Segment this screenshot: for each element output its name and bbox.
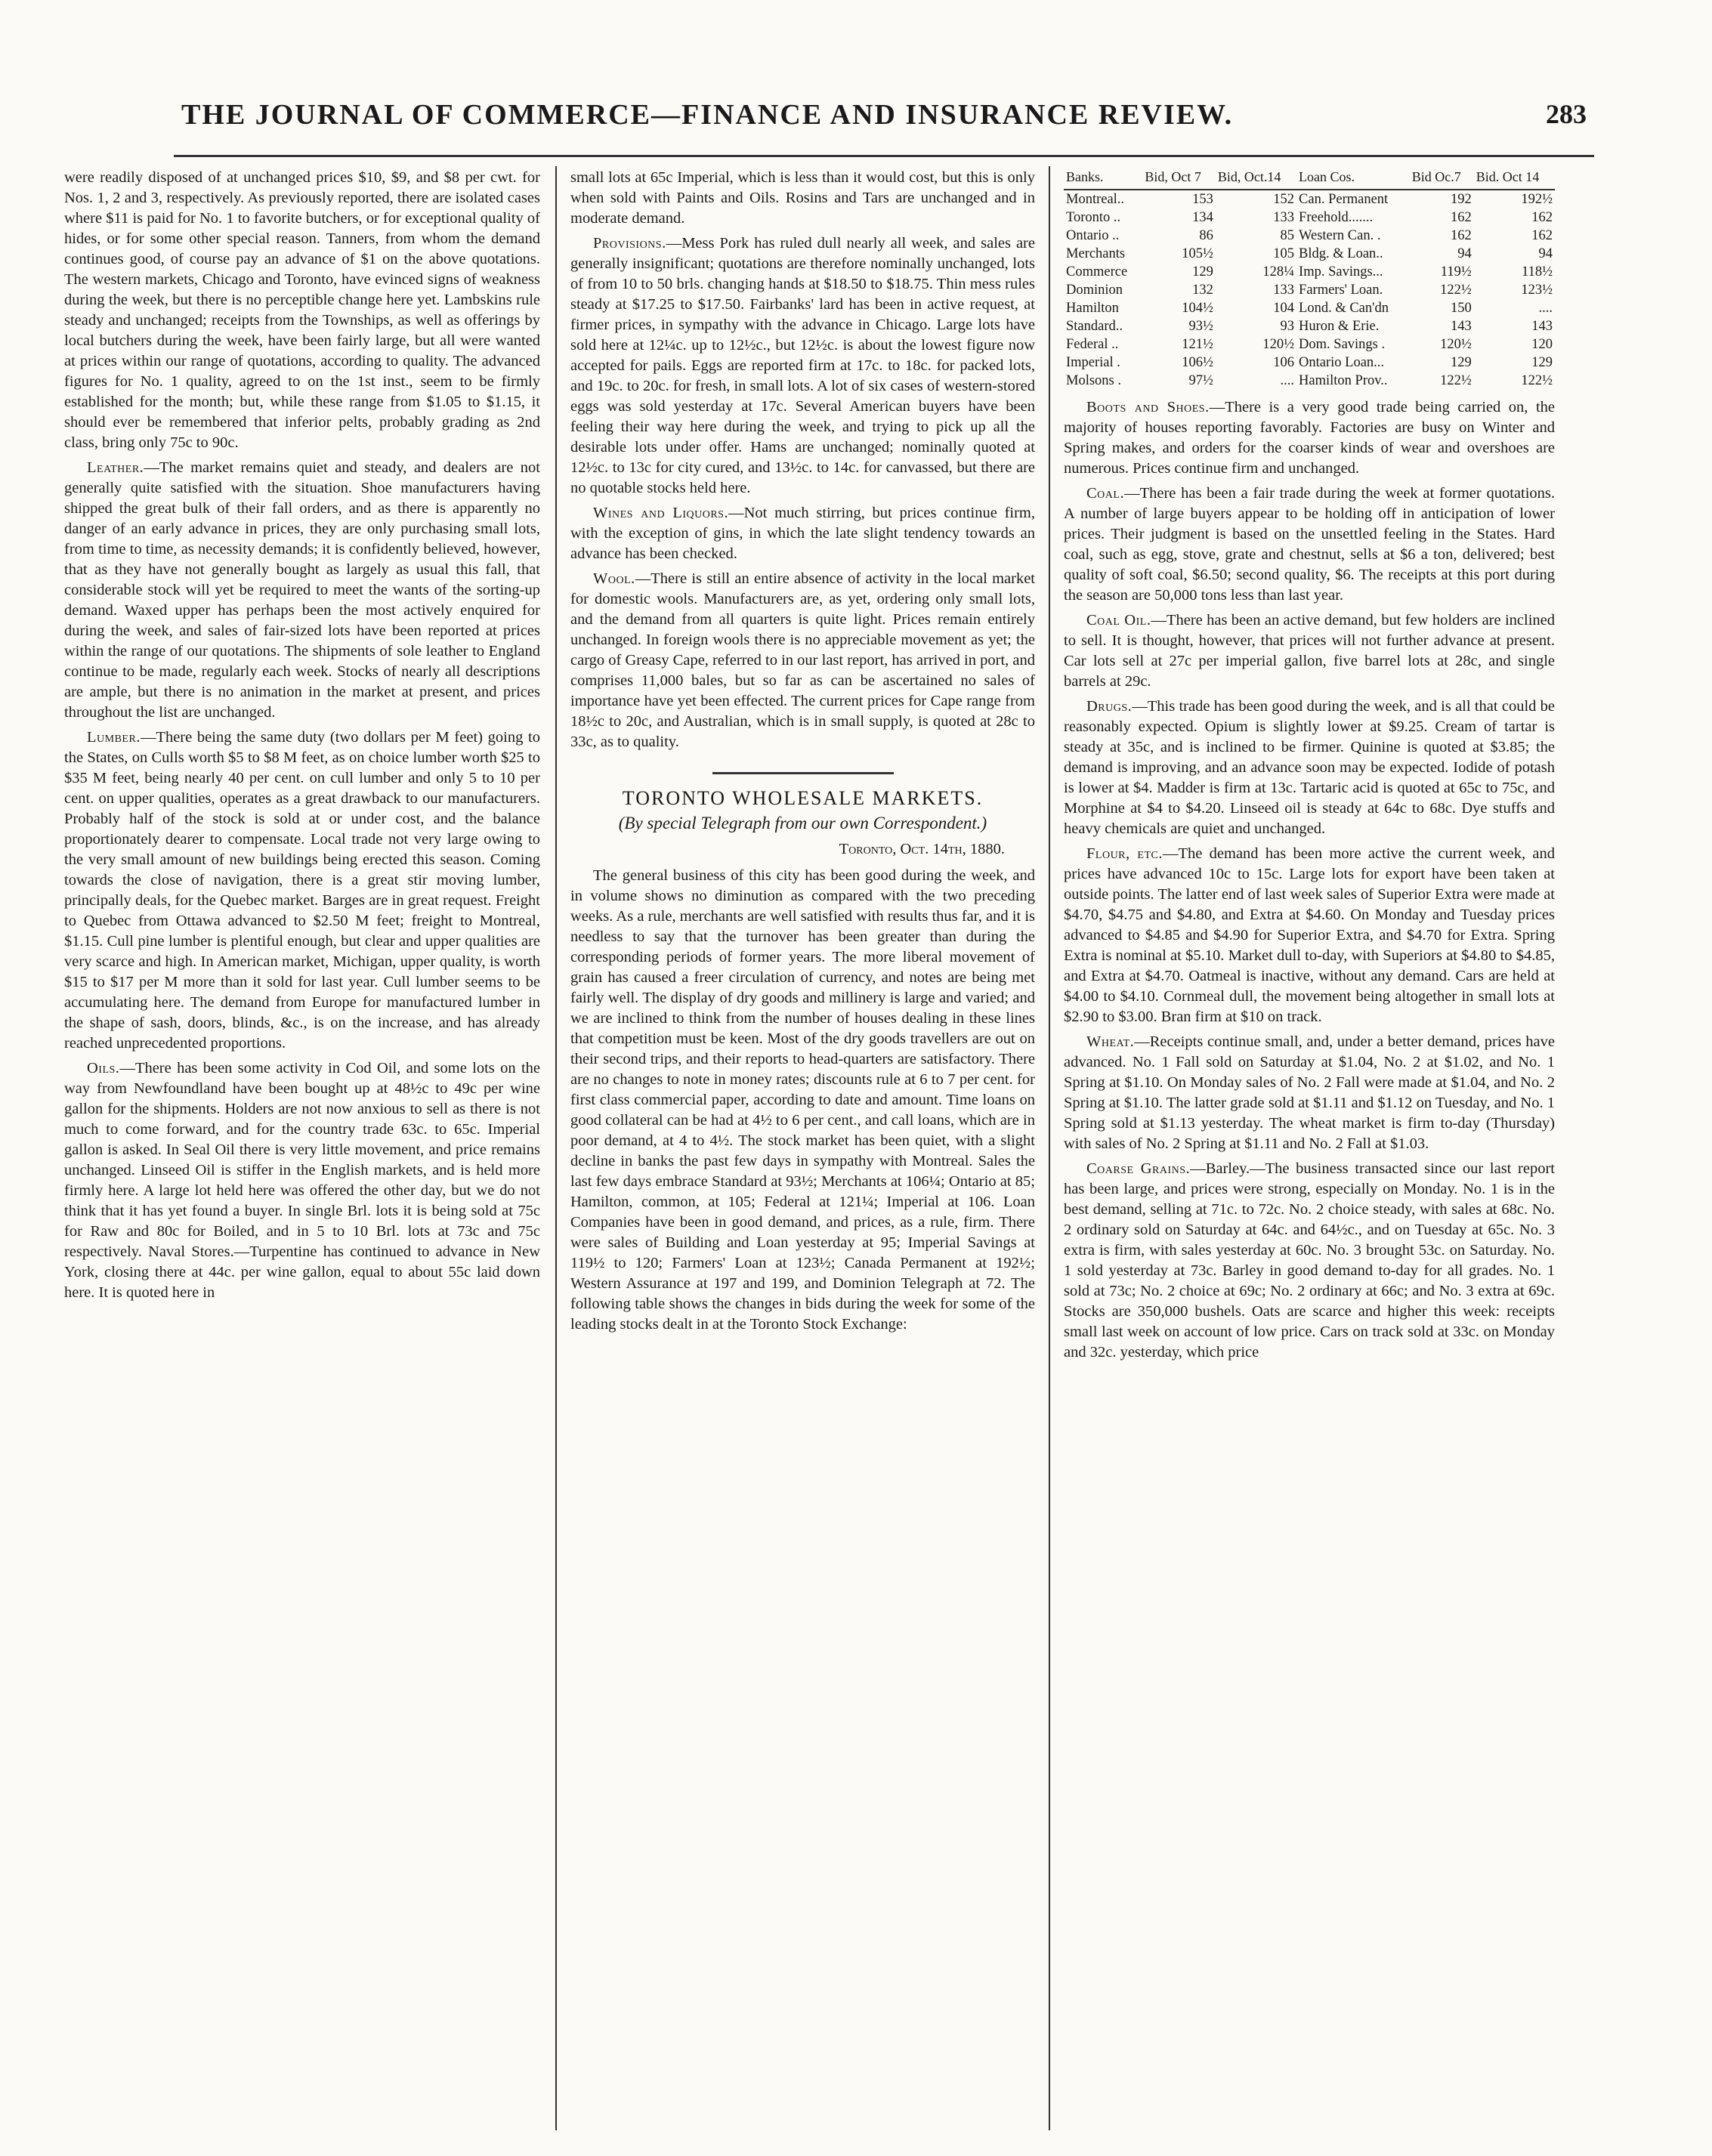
- provisions-paragraph: Provisions.—Mess Pork has ruled dull nearly all week, and sales are generally insignificant; quotations are therefore nominally unchanged, lots of from 10 to 50 brls. changing hands at $18.50 to $18.75. Thin mess rules steady at $17.25 to $17.50. Fairbanks' lard has been in active request, at firmer prices, in sympathy with the advance in Chicago. Large lots have sold here at 12¼c. up to 12½c., but 12½c. is about the lowest figure now accepted for pails. Eggs are reported firm at 17c. to 18c. for packed lots, and 19c. to 20c. for fresh, in small lots. A lot of six cases of western-stored eggs was sold yesterday at 17c. Several American buyers have been feeling their way here during the week, and trying to pick up all the desirable lots under offer. Hams are unchanged; nominally quoted at 12½c. to 13c for city cured, and 13½c. to 14c. for canvassed, but there are no quotable stocks held here.: [570, 235, 1035, 496]
- table-header: Loan Cos.: [1296, 168, 1410, 190]
- column-divider-1: [555, 166, 557, 2130]
- table-cell: Huron & Erie.: [1299, 319, 1380, 334]
- table-cell: 106½: [1182, 355, 1213, 370]
- table-header: Bid, Oct 7: [1142, 168, 1215, 190]
- coal-oil-paragraph: Coal Oil.—There has been an active demand, but few holders are inclined to sell. It is thought, however, that prices will not further advance at present. Car lots sell at 27c per imperial gallon, five barrel lots at 28c, and single barrels at 29c.: [1064, 612, 1555, 690]
- oils-continuation: small lots at 65c Imperial, which is less than it would cost, but this is only when sold with Paints and Oils. Rosins and Tars are unchanged and in moderate demand.: [570, 169, 1035, 227]
- table-cell: Ontario Loan...: [1299, 355, 1385, 370]
- table-cell: 93: [1280, 319, 1295, 334]
- page-header: [181, 98, 1587, 144]
- table-cell: Dom. Savings .: [1299, 337, 1386, 352]
- table-cell: 105½: [1182, 246, 1213, 261]
- table-cell: 129: [1531, 355, 1553, 370]
- table-cell: ....: [1280, 373, 1295, 388]
- flour-paragraph: Flour, etc.—The demand has been more active the current week, and prices have advanced 10c to 15c. Large lots for export have been taken at outside points. The latter end of last week sales of Superior Extra were made at $4.70, $4.75 and $4.80, and Extra at $4.60. On Monday and Tuesday prices advanced to $4.85 and $4.90 for Superior Extra, and $4.70 for Extra. Spring Extra is nominal at $5.10. Market dull to-day, with Superiors at $4.80 to $4.85, and Extra at $4.70. Oatmeal is inactive, without any demand. Cars are held at $4.00 to $4.10. Cornmeal dull, the movement being altogether in small lots at $2.90 to $3.00. Bran firm at $10 on track.: [1064, 845, 1555, 1025]
- wool-paragraph: Wool.—There is still an entire absence of activity in the local market for domestic wools. Manufacturers are, as yet, ordering only small lots, and the demand from all quarters is quite light. Prices remain entirely unchanged. In foreign wools there is no appreciable movement as yet; the cargo of Greasy Cape, referred to in our last report, has arrived in port, and comprises 11,000 bales, but so far as can be ascertained no sales of importance have yet been effected. The current prices for Cape range from 18½c to 20c, and Australian, which is in small supply, is quoted at 28c to 33c, as to quality.: [570, 570, 1035, 750]
- table-cell: 192½: [1521, 192, 1553, 207]
- table-row: [1064, 227, 1555, 245]
- table-row: [1064, 263, 1555, 281]
- table-cell: 133: [1273, 210, 1295, 225]
- table-cell: 120: [1531, 337, 1553, 352]
- table-header: Banks.: [1064, 168, 1142, 190]
- table-cell: 118½: [1522, 264, 1553, 280]
- table-cell: 122½: [1440, 283, 1472, 298]
- table-header: Bid Oc.7: [1410, 168, 1474, 190]
- wool-heading: Wool.: [593, 570, 635, 587]
- column-3: [1064, 168, 1555, 2132]
- table-cell: Dominion: [1066, 283, 1123, 298]
- wheat-heading: Wheat.: [1086, 1033, 1135, 1050]
- table-cell: Merchants: [1066, 246, 1126, 261]
- provisions-heading: Provisions.: [593, 235, 666, 252]
- table-cell: 97½: [1188, 373, 1213, 388]
- table-row: [1064, 299, 1555, 317]
- table-cell: 85: [1280, 228, 1295, 243]
- table-cell: Freehold.......: [1299, 210, 1374, 225]
- table-cell: Molsons .: [1066, 373, 1121, 388]
- section-subtitle: (By special Telegraph from our own Correspondent.): [618, 814, 987, 832]
- table-cell: ....: [1538, 301, 1553, 316]
- table-cell: 120½: [1262, 337, 1295, 352]
- column-1: [64, 168, 540, 2132]
- wines-heading: Wines and Liquors.: [593, 505, 729, 521]
- table-row: [1064, 245, 1555, 263]
- table-cell: 143: [1531, 319, 1553, 334]
- table-cell: Farmers' Loan.: [1299, 283, 1383, 298]
- table-cell: 129: [1451, 355, 1472, 370]
- header-rule: [174, 155, 1594, 157]
- table-cell: Standard..: [1066, 319, 1123, 334]
- coal-oil-heading: Coal Oil.: [1086, 612, 1151, 629]
- drugs-heading: Drugs.: [1086, 698, 1133, 715]
- table-cell: 94: [1457, 246, 1472, 261]
- table-cell: 86: [1199, 228, 1213, 243]
- leather-heading: Leather.: [87, 459, 144, 476]
- table-cell: Imperial .: [1066, 355, 1120, 370]
- hides-continuation: were readily disposed of at unchanged prices $10, $9, and $8 per cwt. for Nos. 1, 2 and 3, respectively. As previously reported, there are isolated cases where $11 is paid for No. 1 to favorite butchers, or for exceptional quality of hides, or for some other special reason. Tanners, from whom the demand continues good, of course pay an advance of $1 on the above quotations. The western markets, Chicago and Toronto, have evinced signs of weakness during the week, but there is no perceptible change here yet. Lambskins rule steady and unchanged; receipts from the Townships, as well as offerings by local butchers during the week, have been fairly large, but all were wanted at prices within our range of quotations, according to quality. The advanced figures for No. 1 quality, agreed to on the 1st inst., seem to be firmly established for the month; but, while these range from $1.05 to $1.15, it should ever be remembered that inferior pelts, probably grading as 2nd class, bring only 75c to 90c.: [64, 169, 540, 451]
- table-row: [1064, 354, 1555, 372]
- table-cell: 143: [1451, 319, 1472, 334]
- section-divider: [712, 772, 894, 774]
- table-cell: 104½: [1182, 301, 1213, 316]
- coarse-grains-paragraph: Coarse Grains.—Barley.—The business transacted since our last report has been large, and prices were strong, especially on Monday. No. 1 is in the best demand, selling at 71c. to 72c. No. 2 choice steady, with sales at 68c. No. 2 ordinary sold on Saturday at 64c. and 64½c., and on Tuesday at 65c. No. 3 extra is firm, with sales yesterday at 60c. No. 3 brought 53c. on Saturday. No. 1 sold yesterday at 73c. Barley in good demand to-day for all grades. No. 1 sold at 73c; No. 2 choice at 69c; No. 2 ordinary at 66c; and No. 3 extra at 69c. Stocks are 350,000 bushels. Oats are scarce and higher this week: receipts small last week on account of low price. Cars on track sold at 33c. on Monday and 32c. yesterday, which price: [1064, 1160, 1555, 1361]
- wines-paragraph: Wines and Liquors.—Not much stirring, but prices continue firm, with the exception of gins, in which the late slight tendency towards an advance has been checked.: [570, 505, 1035, 562]
- table-cell: 122½: [1440, 373, 1472, 388]
- table-cell: 162: [1531, 210, 1553, 225]
- coal-heading: Coal.: [1086, 485, 1125, 502]
- section-title: TORONTO WHOLESALE MARKETS.: [622, 787, 984, 809]
- lumber-paragraph: Lumber.—There being the same duty (two dollars per M feet) going to the States, on Culls worth $5 to $8 M feet, as on choice lumber worth $25 to $35 M feet, being nearly 40 per cent. on cull lumber and only 5 to 10 per cent. on upper qualities, operates as a great drawback to our manufacturers. Probably half of the stock is sold at or under cost, and the balance proportionately dearer to compensate. Local trade not very large owing to the very small amount of new buildings being erected this season. Coming towards the close of navigation, there is a great stir moving lumber, principally deals, for the Quebec market. Barges are in great request. Freight to Quebec from Ottawa advanced to $2.50 M feet; freight to Montreal, $1.15. Cull pine lumber is plentiful enough, but clear and upper qualities are very scarce and high. In American market, Michigan, upper quality, is worth $15 to $17 per M more than it sold for last year. Cull lumber seems to be accumulating here. The demand from Europe for manufactured lumber in the shape of sash, doors, blinds, &c., is on the increase, and has already reached unprecedented proportions.: [64, 729, 540, 1052]
- table-row: [1064, 372, 1555, 390]
- general-business-paragraph: The general business of this city has been good during the week, and in volume shows no diminution as compared with the two preceding weeks. As a rule, merchants are well satisfied with results thus far, and it is needless to say that the turnover has been greater than during the corresponding periods of former years. The more liberal movement of grain has caused a freer circulation of currency, and notes are being met fairly well. The display of dry goods and millinery is large and varied; and we are inclined to think from the number of houses dealing in these lines that competition must be keen. Most of the dry goods travellers are out on their second trips, and their reports to head-quarters are satisfactory. There are no changes to note in money rates; discounts rule at 6 to 7 per cent. for first class commercial paper, according to date and amount. Time loans on good collateral can be had at 4½ to 6 per cent., and call loans, which are in poor demand, at 4 to 4½. The stock market has been quiet, with a slight decline in banks the past few days in sympathy with Montreal. Sales the last few days embrace Standard at 93½; Merchants at 106¼; Ontario at 85; Hamilton, common, at 105; Federal at 121¼; Imperial at 106. Loan Companies have been in good demand, and prices, as a rule, firm. There were sales of Building and Loan yesterday at 95; Imperial Savings at 119½ to 120; Farmers' Loan at 123½; Canada Permanent at 192½; Western Assurance at 197 and 199, and Dominion Telegraph at 72. The following table shows the changes in bids during the week for some of the leading stocks dealt in at the Toronto Stock Exchange:: [570, 867, 1035, 1333]
- table-cell: 162: [1451, 210, 1472, 225]
- dateline: Toronto, Oct. 14th, 1880.: [839, 841, 1005, 857]
- table-cell: Federal ..: [1066, 337, 1119, 352]
- table-cell: 105: [1273, 246, 1295, 261]
- leather-paragraph: Leather.—The market remains quiet and steady, and dealers are not generally quite satisfied with the situation. Shoe manufacturers having shipped the great bulk of their fall orders, and as there is apparently no danger of an early advance in prices, they are only purchasing small lots, from time to time, as necessity demands; it is confidently believed, however, that as they have not generally bought as largely as usual this fall, that considerable stock will yet be required to meet the wants of the sorting-up demand. Waxed upper has perhaps been the most actively enquired for during the week, and sales of fair-sized lots have been reported at prices within the range of our quotations. The shipments of sole leather to England continue to be made, regularly each week. Stocks of nearly all descriptions are ample, but there is no animation in the market at present, and prices throughout the list are unchanged.: [64, 459, 540, 721]
- boots-heading: Boots and Shoes.: [1086, 399, 1210, 415]
- column-divider-2: [1049, 166, 1050, 2130]
- table-cell: 150: [1451, 301, 1472, 316]
- stock-bids-table: [1064, 168, 1555, 390]
- table-cell: Lond. & Can'dn: [1299, 301, 1389, 316]
- drugs-paragraph: Drugs.—This trade has been good during the week, and is all that could be reasonably expected. Opium is slightly lower at $9.25. Cream of tartar is steady at 35c, and is inclined to be firmer. Quinine is quoted at $3.85; the demand is improving, and an advance soon may be expected. Iodide of potash is lower at $4. Madder is firm at 13c. Tartaric acid is quoted at 65c to 75c, and Morphine at $4 to $4.20. Linseed oil is steady at 64c to 68c. Dye stuffs and heavy chemicals are quiet and unchanged.: [1064, 698, 1555, 837]
- table-cell: 93½: [1188, 319, 1213, 334]
- table-cell: 123½: [1521, 283, 1553, 298]
- oils-heading: Oils.: [87, 1060, 120, 1076]
- coal-paragraph: Coal.—There has been a fair trade during the week at former quotations. A number of large buyers appear to be holding off in anticipation of lower prices. Their judgment is based on the unsettled feeling in the States. Hard coal, such as egg, stove, grate and chestnut, sells at $6 a ton, delivered; best quality of soft coal, $6.50; second quality, $6. The receipts at this port during the season are 50,000 tons less than last year.: [1064, 485, 1555, 604]
- table-cell: 129: [1192, 264, 1213, 280]
- table-cell: 192: [1451, 192, 1472, 207]
- table-cell: Bldg. & Loan..: [1299, 246, 1383, 261]
- table-cell: 133: [1273, 283, 1295, 298]
- table-cell: Hamilton Prov..: [1299, 373, 1388, 388]
- table-cell: Can. Permanent: [1299, 192, 1389, 207]
- table-cell: 119½: [1440, 264, 1472, 280]
- table-cell: Toronto ..: [1066, 210, 1121, 225]
- table-header: Bid, Oct.14: [1216, 168, 1296, 190]
- table-cell: Montreal..: [1066, 192, 1125, 207]
- page-number: 283: [1546, 99, 1587, 129]
- oils-paragraph: Oils.—There has been some activity in Cod Oil, and some lots on the way from Newfoundland have been bought up at 48½c to 49c per wine gallon for the shipments. Holders are not now anxious to sell as there is not much to come forward, and for the country trade 63c. to 65c. Imperial gallon is asked. In Seal Oil there is very little movement, and price remains unchanged. Linseed Oil is stiffer in the English markets, and is held more firmly here. A large lot held here was offered the other day, but we do not think that it has yet found a buyer. In single Brl. lots it is being sold at 75c for Raw and 80c for Boiled, and in 5 to 10 Brl. lots at 73c and 75c respectively. Naval Stores.—Turpentine has continued to advance in New York, closing there at 44c. per wine gallon, equal to about 55c laid down here. It is quoted here in: [64, 1060, 540, 1301]
- column-2: [570, 168, 1035, 2132]
- table-cell: Hamilton: [1066, 301, 1119, 316]
- table-row: [1064, 208, 1555, 227]
- wheat-paragraph: Wheat.—Receipts continue small, and, under a better demand, prices have advanced. No. 1 Fall sold on Saturday at $1.04, No. 2 at $1.02, and No. 1 Spring at $1.10. On Monday sales of No. 2 Fall were made at $1.04, and No. 2 Spring at $1.10. The latter grade sold at $1.11 and $1.12 on Tuesday, and No. 1 Spring sold at $1.13 yesterday. The wheat market is firm to-day (Thursday) with sales of No. 2 Spring at $1.11 and No. 2 Fall at $1.03.: [1064, 1033, 1555, 1152]
- table-cell: 94: [1538, 246, 1553, 261]
- table-cell: Imp. Savings...: [1299, 264, 1383, 280]
- lumber-heading: Lumber.: [87, 729, 141, 746]
- table-cell: 106: [1273, 355, 1295, 370]
- coarse-grains-heading: Coarse Grains.: [1086, 1160, 1191, 1177]
- table-cell: 128¼: [1262, 264, 1295, 280]
- table-cell: 122½: [1521, 373, 1553, 388]
- table-cell: 104: [1273, 301, 1295, 316]
- table-row: [1064, 190, 1555, 208]
- table-cell: 121½: [1182, 337, 1213, 352]
- table-cell: 162: [1531, 228, 1553, 243]
- table-row: [1064, 317, 1555, 335]
- table-cell: 162: [1451, 228, 1472, 243]
- table-header-row: [1064, 168, 1555, 190]
- table-cell: 120½: [1440, 337, 1472, 352]
- table-cell: 132: [1192, 283, 1213, 298]
- table-header: Bid. Oct 14: [1474, 168, 1555, 190]
- boots-paragraph: Boots and Shoes.—There is a very good trade being carried on, the majority of houses reporting favorably. Factories are busy on Winter and Spring makes, and orders for the coarser kinds of wear and overshoes are numerous. Prices continue firm and unchanged.: [1064, 399, 1555, 477]
- table-cell: 152: [1273, 192, 1295, 207]
- table-cell: Commerce: [1066, 264, 1128, 280]
- table-cell: 153: [1192, 192, 1213, 207]
- table-cell: Ontario ..: [1066, 228, 1120, 243]
- table-cell: Western Can. .: [1299, 228, 1381, 243]
- table-row: [1064, 335, 1555, 354]
- table-row: [1064, 281, 1555, 299]
- flour-heading: Flour, etc.: [1086, 845, 1163, 862]
- journal-title: THE JOURNAL OF COMMERCE—FINANCE AND INSURANCE REVIEW.: [181, 99, 1234, 131]
- table-cell: 134: [1192, 210, 1213, 225]
